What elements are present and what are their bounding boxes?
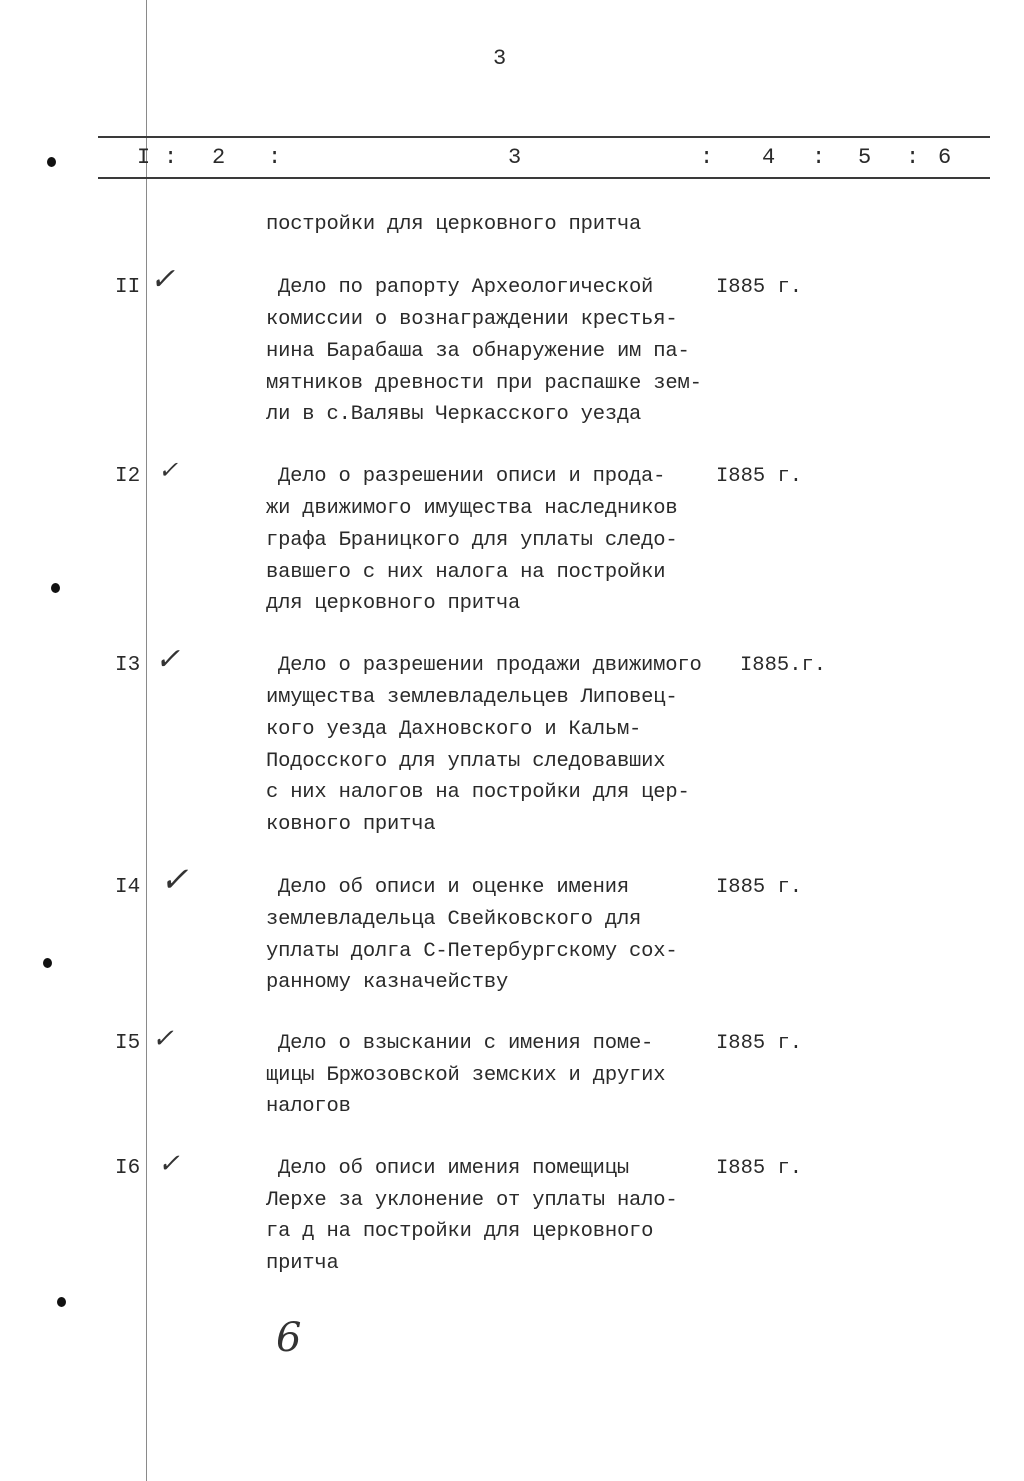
checkmark-icon: ✓: [160, 860, 189, 900]
continuation-text: постройки для церковного притча: [266, 213, 642, 236]
entry-line: га д на постройки для церковного: [266, 1220, 654, 1243]
entry-number: I2: [115, 465, 141, 488]
column-header-1: I: [137, 145, 151, 170]
entry-number: I5: [115, 1032, 141, 1055]
entry-line: налогов: [266, 1095, 351, 1118]
page-number: 3: [493, 46, 507, 71]
entry-year: I885 г.: [716, 1032, 803, 1055]
entry-line: Дело об описи и оценке имения: [278, 876, 629, 899]
entry-line: графа Браницкого для уплаты следо-: [266, 529, 678, 552]
entry-year: I885 г.: [716, 276, 803, 299]
entry-year: I885 г.: [716, 465, 803, 488]
punch-hole: [57, 1297, 66, 1307]
checkmark-icon: ✓: [152, 1024, 174, 1054]
entry-number: I4: [115, 876, 141, 899]
entry-line: мятников древности при распашке зем-: [266, 372, 702, 395]
entry-line: землевладельца Свейковского для: [266, 908, 642, 931]
entry-line: Подосского для уплаты следовавших: [266, 750, 666, 773]
column-header-5: 5: [858, 145, 872, 170]
table-header: [0, 145, 1024, 175]
punch-hole: [43, 958, 52, 968]
checkmark-icon: ✓: [155, 642, 181, 677]
entry-line: притча: [266, 1252, 339, 1275]
entry-line: Дело о разрешении продажи движимого: [278, 654, 702, 677]
entry-line: Дело о разрешении описи и прода-: [278, 465, 666, 488]
entry-line: ранному казначейству: [266, 971, 509, 994]
entry-line: Дело об описи имения помещицы: [278, 1157, 629, 1180]
entry-year: I885 г.: [716, 1157, 803, 1180]
header-top-rule: [98, 136, 990, 138]
punch-hole: [51, 583, 60, 593]
entry-year: I885.г.: [740, 654, 827, 677]
entry-line: Дело по рапорту Археологической: [278, 276, 654, 299]
column-header-3: 3: [508, 145, 522, 170]
checkmark-icon: ✓: [158, 456, 179, 484]
entry-line: вавшего с них налога на постройки: [266, 561, 666, 584]
column-header-6: 6: [938, 145, 952, 170]
entry-line: с них налогов на постройки для цер-: [266, 781, 690, 804]
entry-line: нина Барабаша за обнаружение им па-: [266, 340, 690, 363]
column-separator: :: [268, 145, 282, 170]
entry-line: щицы Бржозовской земских и других: [266, 1064, 666, 1087]
column-separator: :: [906, 145, 920, 170]
entry-line: жи движимого имущества наследников: [266, 497, 678, 520]
entry-number: I3: [115, 654, 141, 677]
entry-line: Лерхе за уклонение от уплаты нало-: [266, 1189, 678, 1212]
column-separator: :: [812, 145, 826, 170]
header-bottom-rule: [98, 177, 990, 179]
entry-line: уплаты долга С-Петербургскому сох-: [266, 940, 678, 963]
entry-line: ли в с.Валявы Черкасского уезда: [266, 403, 642, 426]
handwritten-sheet-number: 6: [276, 1315, 302, 1361]
entry-year: I885 г.: [716, 876, 803, 899]
entry-line: имущества землевладельцев Липовец-: [266, 686, 678, 709]
entry-number: II: [115, 276, 141, 299]
entry-line: комиссии о вознаграждении крестья-: [266, 308, 678, 331]
column-separator: :: [164, 145, 178, 170]
entry-number: I6: [115, 1157, 141, 1180]
entry-line: ковного притча: [266, 813, 436, 836]
margin-line: [146, 0, 147, 1481]
column-header-2: 2: [212, 145, 226, 170]
entry-line: для церковного притча: [266, 592, 521, 615]
column-separator: :: [700, 145, 714, 170]
column-header-4: 4: [762, 145, 776, 170]
checkmark-icon: ✓: [158, 1149, 180, 1179]
entry-line: кого уезда Дахновского и Кальм-: [266, 718, 642, 741]
entry-line: Дело о взыскании с имения поме-: [278, 1032, 654, 1055]
checkmark-icon: ✓: [150, 262, 176, 297]
